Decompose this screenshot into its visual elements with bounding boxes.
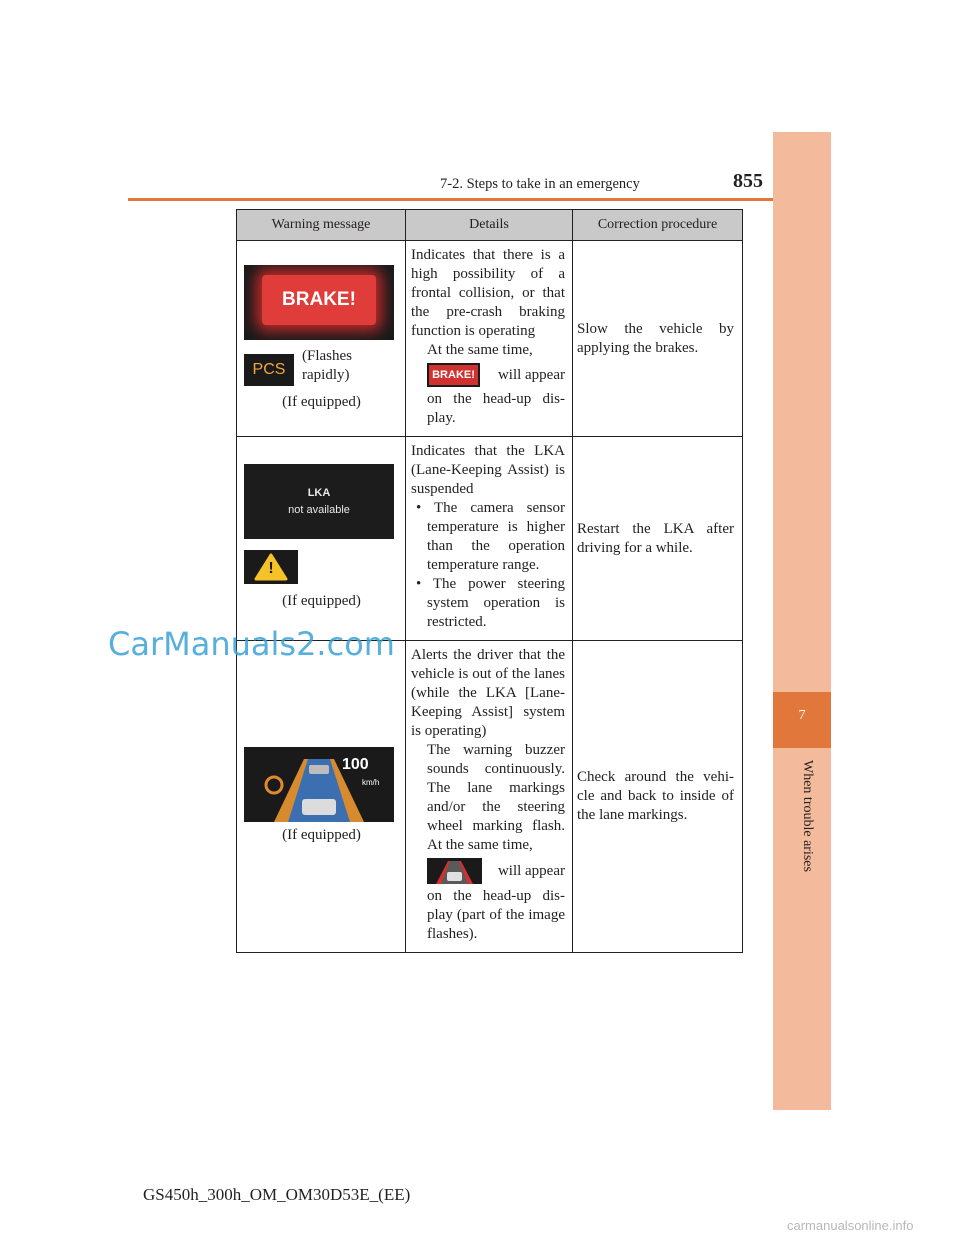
- warning-message-table: [236, 209, 743, 953]
- table-row: [237, 641, 743, 953]
- lka-display-subtitle: not available: [288, 504, 350, 516]
- correction-text: Slow the vehicle by applying the brakes.: [577, 320, 734, 356]
- details-cell: [406, 641, 573, 953]
- header-rule: [128, 198, 831, 201]
- chapter-side-tab: [773, 132, 831, 1110]
- details-sub-text: will appear: [497, 366, 565, 383]
- table-row: [237, 241, 743, 437]
- details-bullet: • The power steering system operation is restricted.: [416, 576, 565, 630]
- brake-hud-icon-text: BRAKE!: [429, 365, 478, 385]
- pcs-indicator-icon: [244, 354, 294, 386]
- lka-not-available-display: [244, 464, 394, 539]
- watermark: CarManuals2.com: [108, 625, 395, 663]
- details-sub-text: The warning buzzer sounds continuously. The lane markings and/or the steering wheel marking flash. At the same time,: [427, 742, 565, 853]
- section-title: 7-2. Steps to take in an emergency: [440, 176, 640, 192]
- details-text: Alerts the driver that the vehicle is out of the lanes (while the LKA [Lane-Keeping Assist] system is operating): [411, 647, 565, 739]
- table-header-row: [237, 210, 743, 241]
- details-bullet: • The camera sensor temperature is higher than the operation temperature range.: [416, 500, 565, 573]
- site-brand: carmanualsonline.info: [787, 1218, 914, 1233]
- table-row: [237, 437, 743, 641]
- header-correction-procedure: Correction procedure: [573, 210, 743, 241]
- warning-message-cell: [237, 437, 406, 641]
- speed-unit: km/h: [362, 778, 380, 787]
- speed-value: 100: [342, 756, 369, 773]
- warning-message-cell: [237, 241, 406, 437]
- header-warning-message: Warning message: [237, 210, 406, 241]
- details-sub-text: will appear: [497, 862, 565, 879]
- if-equipped-label: (If equipped): [282, 827, 361, 843]
- details-cell: [406, 241, 573, 437]
- correction-cell: [573, 241, 743, 437]
- details-sub-text: At the same time,: [427, 342, 533, 358]
- lane-departure-display: [244, 747, 394, 822]
- page-number: 855: [733, 170, 763, 192]
- warning-message-cell: [237, 641, 406, 953]
- brake-hud-icon: [427, 363, 480, 387]
- document-code: GS450h_300h_OM_OM30D53E_(EE): [143, 1185, 411, 1204]
- details-text: Indicates that there is a high possibility of a frontal collision, or that the pre-crash braking function is operating: [411, 247, 565, 339]
- correction-cell: [573, 641, 743, 953]
- details-sub-text: on the head-up dis-play (part of the image flashes).: [427, 888, 565, 942]
- lane-departure-hud-icon: [427, 858, 482, 884]
- correction-text: Restart the LKA after driving for a while.: [577, 520, 734, 556]
- details-text: Indicates that the LKA (Lane-Keeping Assist) is suspended: [411, 443, 565, 497]
- flashes-note: (Flashes rapidly): [302, 348, 352, 383]
- correction-cell: [573, 437, 743, 641]
- warning-triangle-mark: !: [268, 560, 274, 577]
- brake-warning-display: [244, 265, 394, 340]
- correction-text: Check around the vehi-cle and back to inside of the lane markings.: [577, 769, 734, 823]
- details-cell: [406, 437, 573, 641]
- if-equipped-label: (If equipped): [282, 593, 361, 609]
- if-equipped-label: (If equipped): [282, 394, 361, 410]
- chapter-title: When trouble arises: [800, 760, 815, 872]
- chapter-number: 7: [798, 708, 806, 723]
- lka-display-title: LKA: [307, 487, 331, 499]
- brake-warning-text: BRAKE!: [282, 289, 356, 310]
- header-details: Details: [406, 210, 573, 241]
- warning-triangle-icon: [244, 550, 298, 584]
- details-sub-text: on the head-up dis-play.: [427, 391, 565, 426]
- pcs-indicator-label: PCS: [252, 361, 286, 378]
